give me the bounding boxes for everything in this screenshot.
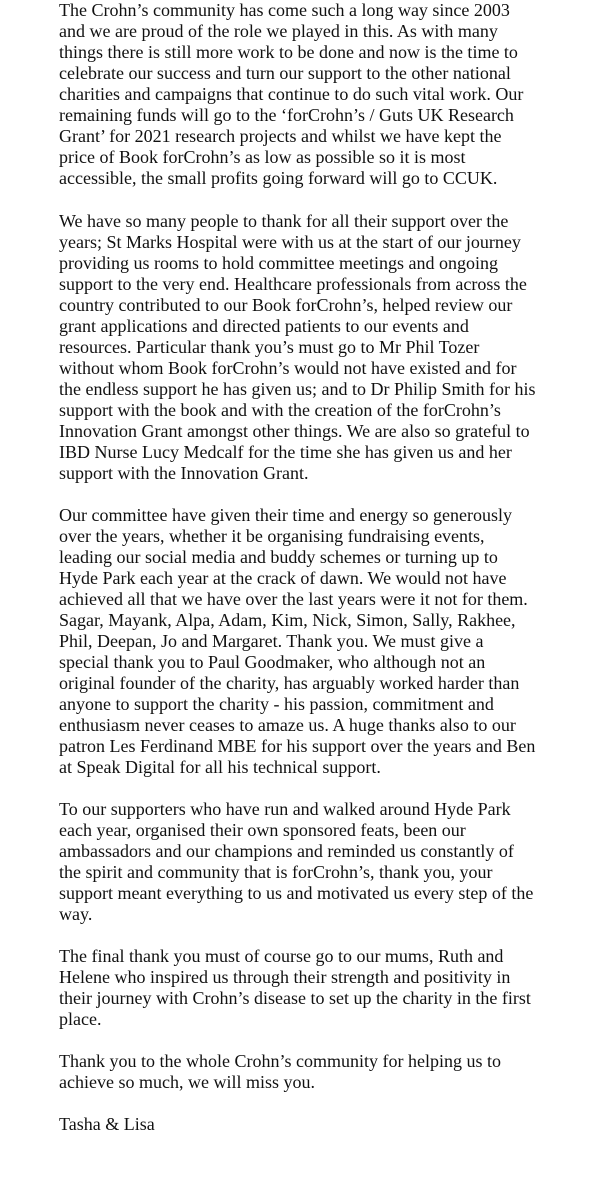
text-line: patron Les Ferdinand MBE for his support over the years and Ben xyxy=(59,736,536,756)
paragraph-1 xyxy=(59,0,589,189)
text-line: charities and campaigns that continue to do such vital work. Our xyxy=(59,84,524,104)
text-line: Thank you to the whole Crohn’s community for helping us to xyxy=(59,1051,501,1071)
text-line: resources. Particular thank you’s must go to Mr Phil Tozer xyxy=(59,337,480,357)
text-line: grant applications and directed patients to our events and xyxy=(59,316,469,336)
signature xyxy=(59,1114,589,1135)
signature-text: Tasha & Lisa xyxy=(59,1114,155,1134)
text-line: leading our social media and buddy schemes or turning up to xyxy=(59,547,498,567)
text-line: ambassadors and our champions and reminded us constantly of xyxy=(59,841,514,861)
text-line: providing us rooms to hold committee meetings and ongoing xyxy=(59,253,498,273)
text-line: special thank you to Paul Goodmaker, who although not an xyxy=(59,652,486,672)
text-line: achieved all that we have over the last years were it not for them. xyxy=(59,589,528,609)
text-line: at Speak Digital for all his technical support. xyxy=(59,757,381,777)
paragraph-2 xyxy=(59,211,589,484)
text-line: accessible, the small profits going forward will go to CCUK. xyxy=(59,168,498,188)
text-line: their journey with Crohn’s disease to set up the charity in the first xyxy=(59,988,531,1008)
text-line: Grant’ for 2021 research projects and whilst we have kept the xyxy=(59,126,502,146)
text-line: support meant everything to us and motivated us every step of the xyxy=(59,883,534,903)
text-line: celebrate our success and turn our support to the other national xyxy=(59,63,511,83)
text-line: We have so many people to thank for all their support over the xyxy=(59,211,509,231)
text-line: years; St Marks Hospital were with us at the start of our journey xyxy=(59,232,521,252)
text-line: To our supporters who have run and walked around Hyde Park xyxy=(59,799,511,819)
text-line: the spirit and community that is forCrohn’s, thank you, your xyxy=(59,862,493,882)
text-line: over the years, whether it be organising fundraising events, xyxy=(59,526,485,546)
paragraph-3 xyxy=(59,505,589,778)
text-line: Innovation Grant amongst other things. We are also so grateful to xyxy=(59,421,530,441)
paragraph-5 xyxy=(59,946,589,1030)
text-line: things there is still more work to be done and now is the time to xyxy=(59,42,518,62)
text-line: achieve so much, we will miss you. xyxy=(59,1072,315,1092)
text-line: the endless support he has given us; and to Dr Philip Smith for his xyxy=(59,379,536,399)
paragraph-4 xyxy=(59,799,589,925)
text-line: without whom Book forCrohn’s would not have existed and for xyxy=(59,358,517,378)
text-line: The final thank you must of course go to our mums, Ruth and xyxy=(59,946,504,966)
text-line: enthusiasm never ceases to amaze us. A huge thanks also to our xyxy=(59,715,516,735)
text-line: price of Book forCrohn’s as low as possible so it is most xyxy=(59,147,466,167)
text-line: Our committee have given their time and energy so generously xyxy=(59,505,513,525)
text-line: original founder of the charity, has arguably worked harder than xyxy=(59,673,520,693)
text-line: Sagar, Mayank, Alpa, Adam, Kim, Nick, Simon, Sally, Rakhee, xyxy=(59,610,516,630)
text-line: support with the book and with the creation of the forCrohn’s xyxy=(59,400,501,420)
text-line: IBD Nurse Lucy Medcalf for the time she has given us and her xyxy=(59,442,512,462)
text-line: Phil, Deepan, Jo and Margaret. Thank you. We must give a xyxy=(59,631,484,651)
text-line: Helene who inspired us through their strength and positivity in xyxy=(59,967,511,987)
text-line: Hyde Park each year at the crack of dawn. We would not have xyxy=(59,568,507,588)
text-line: support with the Innovation Grant. xyxy=(59,463,309,483)
text-line: and we are proud of the role we played in this. As with many xyxy=(59,21,498,41)
text-line: way. xyxy=(59,904,93,924)
text-line: each year, organised their own sponsored feats, been our xyxy=(59,820,466,840)
letter-body xyxy=(59,0,589,1135)
text-line: anyone to support the charity - his passion, commitment and xyxy=(59,694,494,714)
text-line: support to the very end. Healthcare professionals from across the xyxy=(59,274,527,294)
text-line: country contributed to our Book forCrohn’s, helped review our xyxy=(59,295,513,315)
text-line: remaining funds will go to the ‘forCrohn’s / Guts UK Research xyxy=(59,105,514,125)
paragraph-6 xyxy=(59,1051,589,1093)
text-line: place. xyxy=(59,1009,102,1029)
text-line: The Crohn’s community has come such a long way since 2003 xyxy=(59,0,510,20)
